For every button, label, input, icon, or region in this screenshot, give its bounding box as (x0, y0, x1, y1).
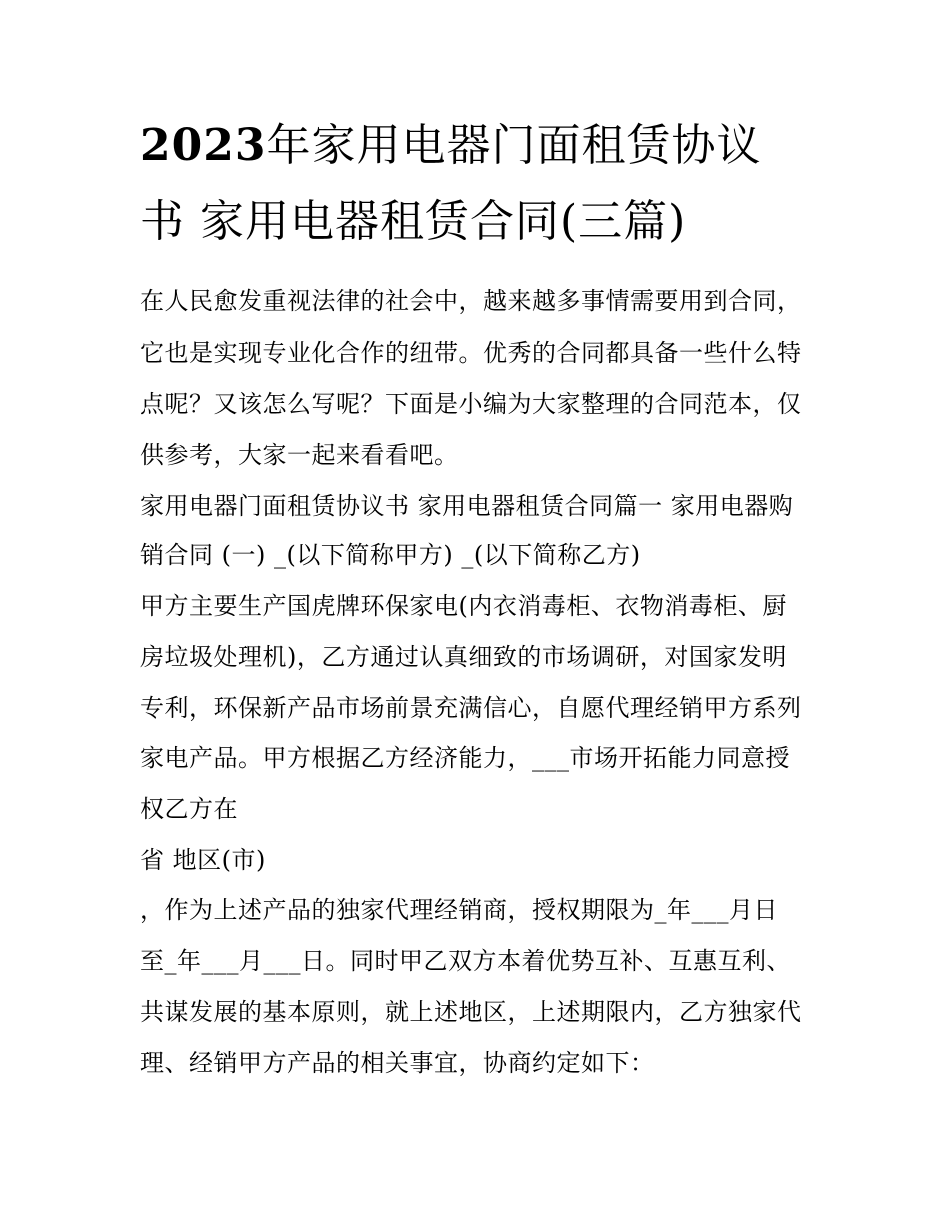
body-line: 点呢？又该怎么写呢？下面是小编为大家整理的合同范本，仅 (140, 390, 802, 418)
body-line: 在人民愈发重视法律的社会中，越来越多事情需要用到合同， (140, 287, 802, 315)
body-line: 销合同 (一) _(以下简称甲方) _(以下简称乙方) (140, 541, 641, 569)
body-line: 理、经销甲方产品的相关事宜，协商约定如下： (140, 1049, 655, 1077)
title-line-1-text: 年家用电器门面租赁协议 (266, 120, 762, 171)
body-line: 共谋发展的基本原则，就上述地区，上述期限内，乙方独家代 (140, 998, 802, 1026)
body-line: 家电产品。甲方根据乙方经济能力，___市场开拓能力同意授 (140, 744, 790, 772)
body-line: 家用电器门面租赁协议书 家用电器租赁合同篇一 家用电器购 (140, 492, 794, 520)
body-line: 至_年___月___日。同时甲乙双方本着优势互补、互惠互利、 (140, 947, 791, 975)
title-year: 2023 (140, 120, 267, 171)
body-line: 甲方主要生产国虎牌环保家电(内衣消毒柜、衣物消毒柜、厨 (140, 592, 787, 620)
body-line: 它也是实现专业化合作的纽带。优秀的合同都具备一些什么特 (140, 339, 802, 367)
body-line: 专利，环保新产品市场前景充满信心，自愿代理经销甲方系列 (140, 694, 802, 722)
body-line: 房垃圾处理机)，乙方通过认真细致的市场调研，对国家发明 (140, 643, 787, 671)
body-line: ，作为上述产品的独家代理经销商，授权期限为_年___月日 (140, 896, 778, 924)
document-title-line-1 (140, 120, 762, 171)
body-line: 省 地区(市) (140, 846, 266, 874)
body-line: 供参考，大家一起来看看吧。 (140, 441, 459, 469)
body-line: 权乙方在 (140, 795, 238, 823)
document-title-line-2: 书 家用电器租赁合同(三篇) (140, 196, 687, 247)
